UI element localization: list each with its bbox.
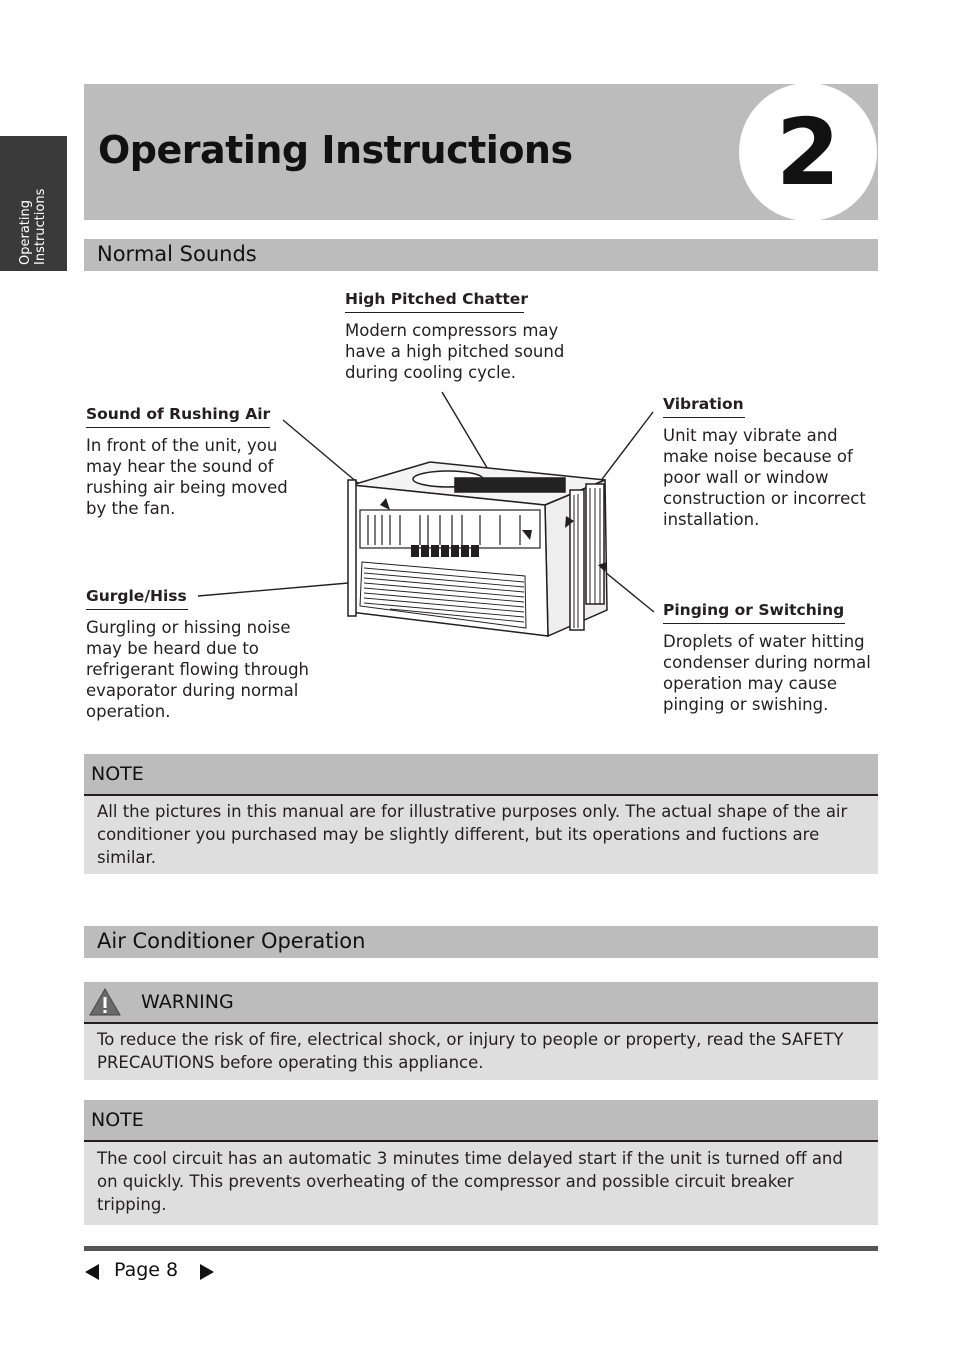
top-louvers xyxy=(360,510,540,548)
callout-rushing-air-heading: Sound of Rushing Air xyxy=(86,405,270,428)
warning-body: To reduce the risk of fire, electrical shock, or injury to people or property, read the SAFETY PRECAUTIONS before operating this appliance. xyxy=(97,1030,844,1072)
previous-page-arrow-icon[interactable] xyxy=(84,1263,100,1281)
page-number: Page 8 xyxy=(114,1259,179,1281)
ac-unit xyxy=(348,462,607,636)
leader-arrowheads xyxy=(380,498,607,572)
chapter-number: 2 xyxy=(775,99,840,206)
callout-gurgle-heading: Gurgle/Hiss xyxy=(86,587,188,610)
callout-rushing-air-body: In front of the unit, you may hear the sound of rushing air being moved by the fan. xyxy=(86,436,288,518)
note-1-body: All the pictures in this manual are for illustrative purposes only. The actual shape of the air conditioner you purchased may be slightly different, but its operations and fuctions are similar. xyxy=(97,802,848,867)
note-1-header xyxy=(84,754,878,796)
warning-heading: WARNING xyxy=(141,991,234,1013)
note-1-heading: NOTE xyxy=(91,763,144,785)
callout-pinging-heading: Pinging or Switching xyxy=(663,601,845,624)
side-fins xyxy=(574,488,600,628)
note-2-header xyxy=(84,1100,878,1142)
ac-operation-title: Air Conditioner Operation xyxy=(97,929,366,953)
side-tab-label: Operating Instructions xyxy=(18,188,48,265)
note-2-heading: NOTE xyxy=(91,1109,144,1131)
footer-rule xyxy=(84,1246,878,1251)
callout-high-pitched-body: Modern compressors may have a high pitched sound during cooling cycle. xyxy=(345,321,565,382)
next-page-arrow-icon[interactable] xyxy=(199,1263,215,1281)
page-title: Operating Instructions xyxy=(98,128,573,172)
note-2-body: The cool circuit has an automatic 3 minutes time delayed start if the unit is turned off and on quickly. This prevents overheating of the compressor and possible circuit breaker tripping. xyxy=(97,1149,843,1214)
grille-lines xyxy=(364,568,524,622)
callout-gurgle-body: Gurgling or hissing noise may be heard due to refrigerant flowing through evaporator during normal operation. xyxy=(86,618,310,721)
normal-sounds-title: Normal Sounds xyxy=(97,242,257,266)
warning-triangle-icon xyxy=(88,987,122,1017)
callout-vibration-heading: Vibration xyxy=(663,395,745,418)
callout-pinging-body: Droplets of water hitting condenser during normal operation may cause pinging or swishing. xyxy=(663,632,871,714)
control-buttons xyxy=(411,545,479,557)
intake-grille xyxy=(360,562,526,628)
callout-vibration-body: Unit may vibrate and make noise because of poor wall or window construction or incorrect installation. xyxy=(663,426,866,529)
callout-high-pitched-heading: High Pitched Chatter xyxy=(345,290,524,313)
